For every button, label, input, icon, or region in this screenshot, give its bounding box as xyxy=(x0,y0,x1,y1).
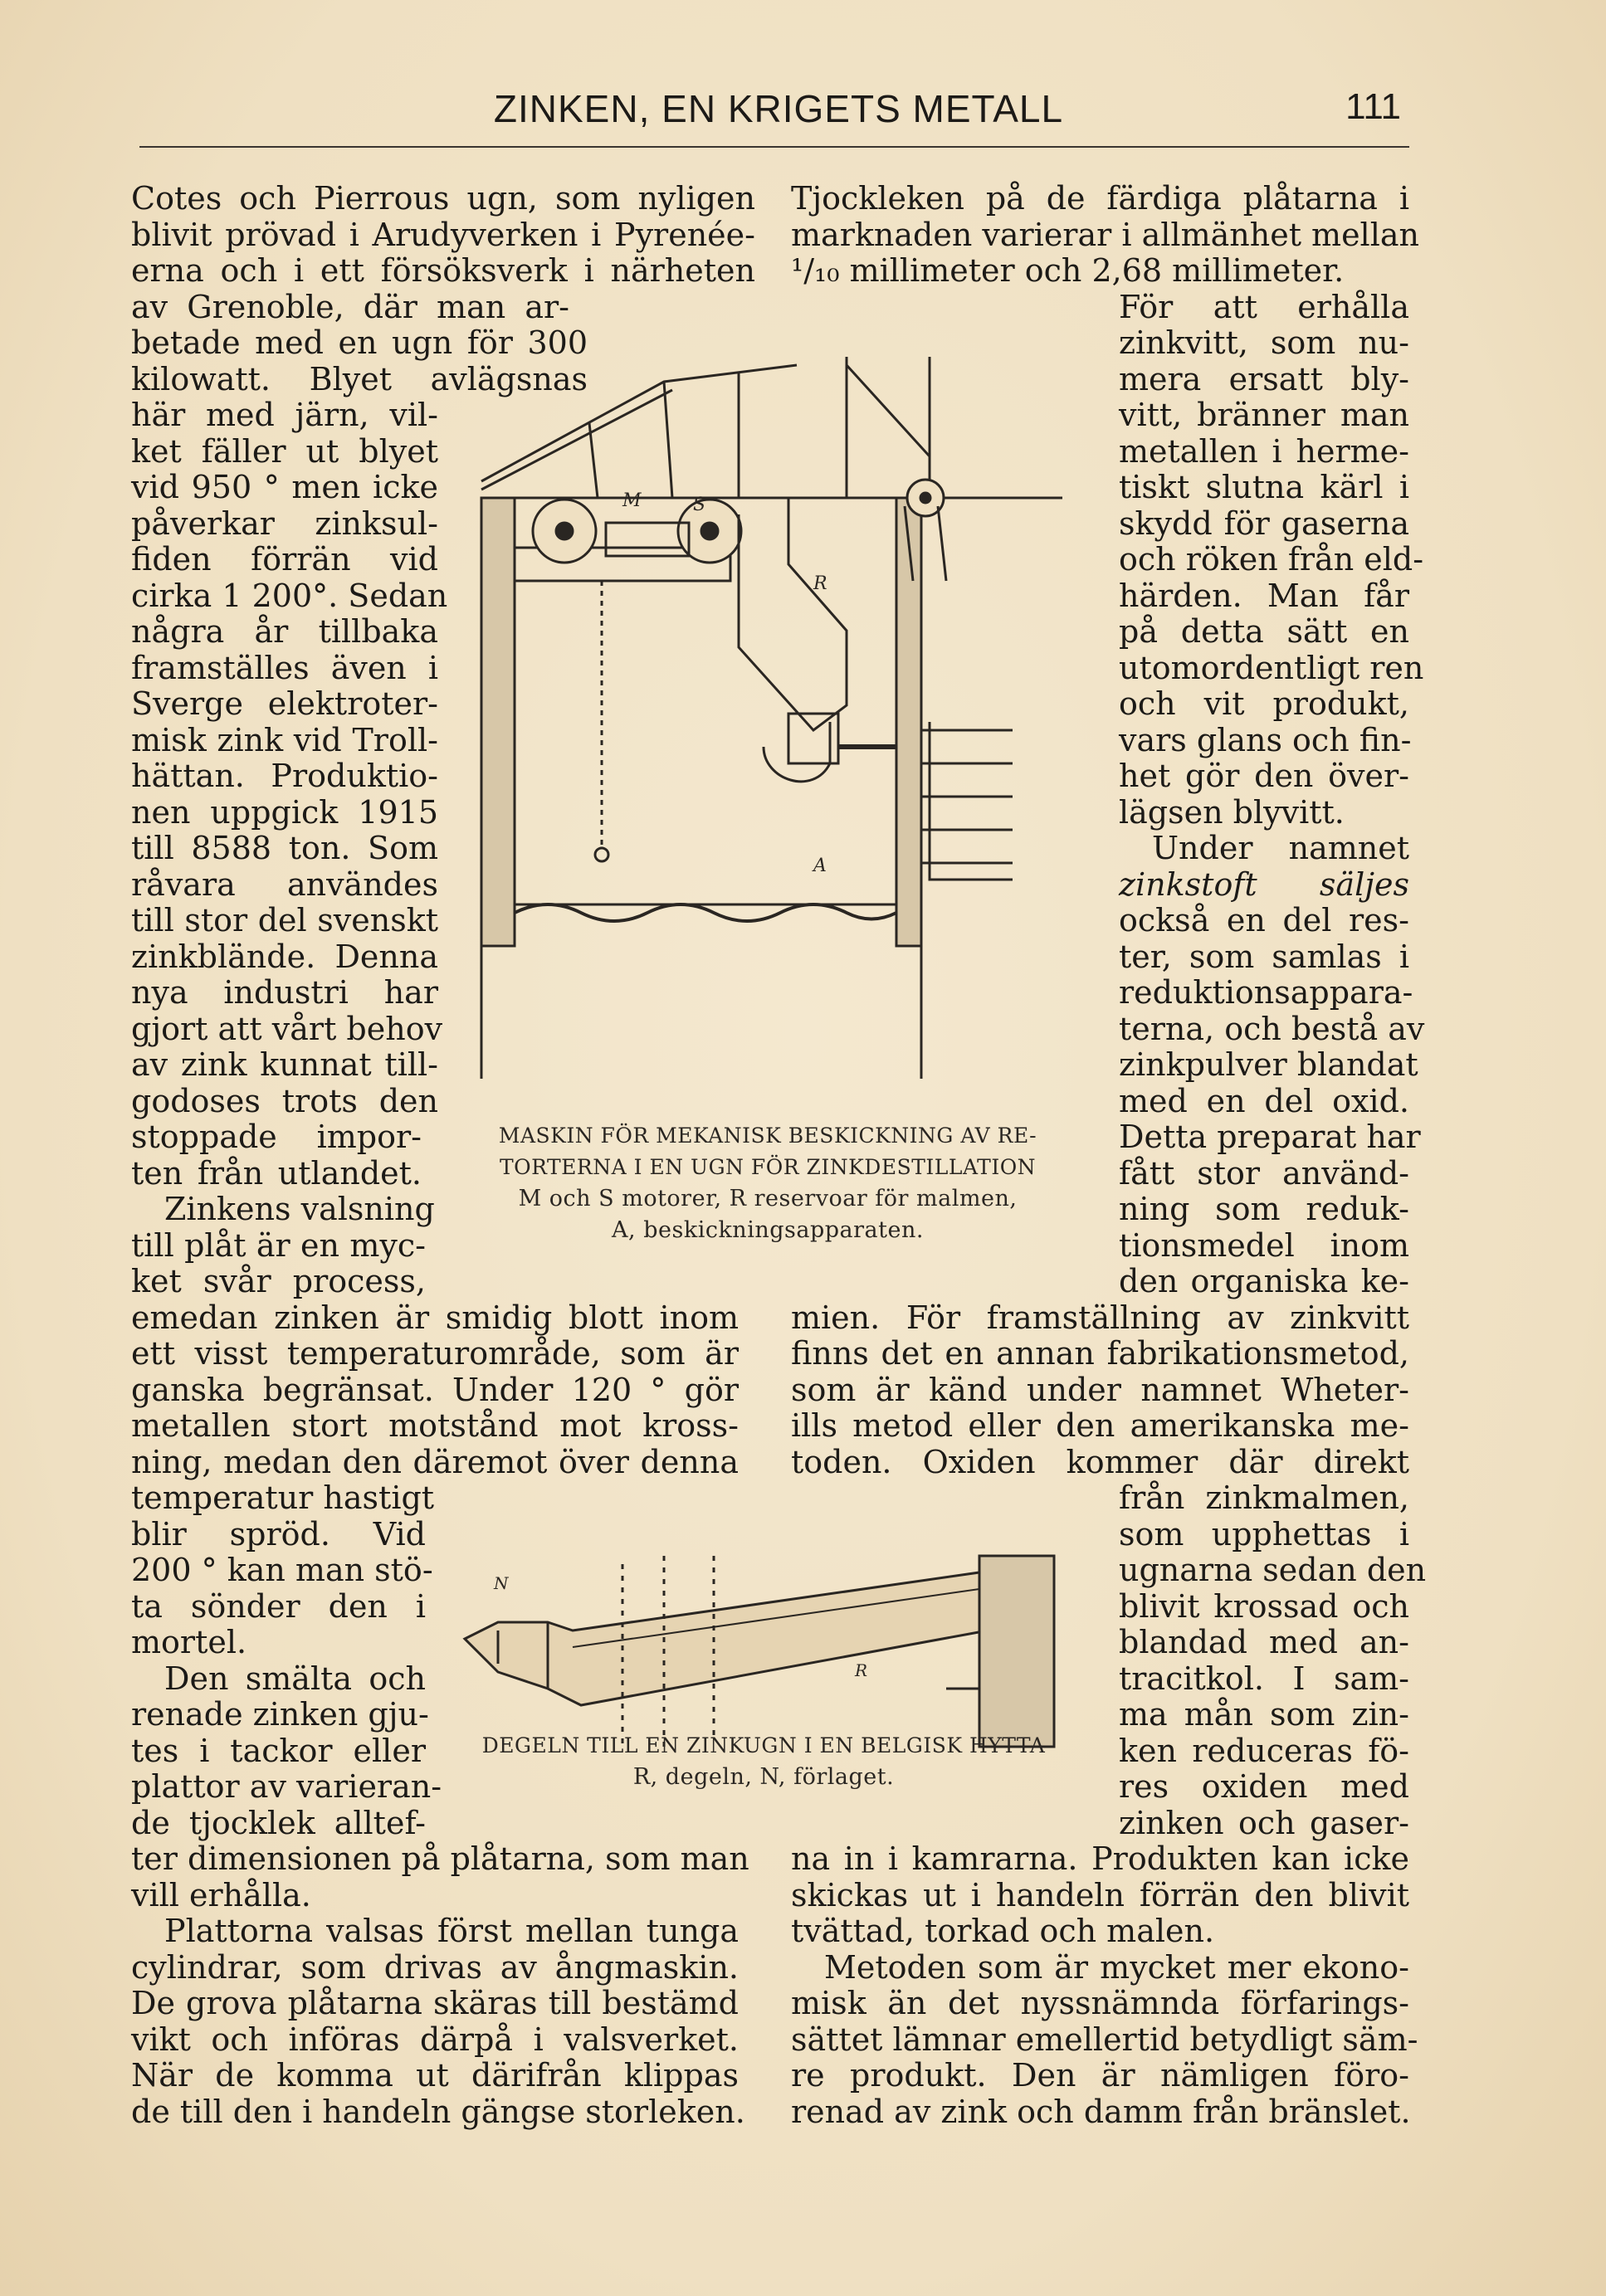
text-line: renad av zink och damm från bränslet. xyxy=(791,2093,1411,2130)
text-line: ten från utlandet. xyxy=(131,1154,422,1192)
text-line: utomordentligt ren xyxy=(1119,649,1424,686)
text-line: emedan zinken är smidig blott inom xyxy=(131,1299,739,1336)
text-line: misk än det nyssnämnda förfarings- xyxy=(791,1985,1409,2021)
text-line: och röken från eld- xyxy=(1119,541,1424,578)
page-number: 111 xyxy=(1345,86,1401,127)
text-line: skydd för gaserna xyxy=(1119,505,1409,542)
text-line: ning, medan den däremot över denna xyxy=(131,1443,739,1480)
text-line: Den smälta och xyxy=(164,1660,426,1697)
text-line: ett visst temperaturområde, som är xyxy=(131,1335,739,1372)
text-line: här med järn, vil- xyxy=(131,397,438,433)
text-line: zinkstoft säljes xyxy=(1119,865,1409,903)
text-line: på detta sätt en xyxy=(1119,613,1409,650)
text-line: vitt, bränner man xyxy=(1119,397,1409,433)
text-line: 200 ° kan man stö- xyxy=(131,1552,433,1588)
text-line: Sverge elektroter- xyxy=(131,685,438,722)
text-line: stoppade impor- xyxy=(131,1119,422,1155)
text-line: blivit prövad i Arudyverken i Pyrenée- xyxy=(131,216,755,253)
text-line: de till den i handeln gängse storleken. xyxy=(131,2093,745,2130)
text-line: tracitkol. I sam- xyxy=(1119,1660,1409,1697)
text-line: gjort att vårt behov xyxy=(131,1010,443,1047)
text-line: de tjocklek alltef- xyxy=(131,1804,426,1841)
caption-line: DEGELN TILL EN ZINKUGN I EN BELGISK HYTTA xyxy=(481,1733,1046,1757)
text-line: av Grenoble, där man ar- xyxy=(131,288,569,325)
label-r: R xyxy=(813,573,827,594)
text-line: Metoden som är mycket mer ekono- xyxy=(824,1948,1409,1986)
text-line: tiskt slutna kärl i xyxy=(1119,469,1409,505)
text-line: re produkt. Den är nämligen föro- xyxy=(791,2057,1409,2094)
text-line: vikt och införas därpå i valsverket. xyxy=(131,2021,739,2058)
caption-line: MASKIN FÖR MEKANISK BESKICKNING AV RE- xyxy=(498,1124,1037,1148)
text-line: nya industri har xyxy=(131,974,438,1011)
text-line: ket fäller ut blyet xyxy=(131,432,438,470)
text-line: blivit krossad och xyxy=(1119,1587,1409,1625)
label-r2: R xyxy=(855,1660,868,1680)
text-line: Tjockleken på de färdiga plåtarna i xyxy=(791,180,1409,217)
text-line: Plattorna valsas först mellan tunga xyxy=(164,1913,739,1949)
label-m: M xyxy=(622,490,642,511)
text-line: het gör den över- xyxy=(1119,758,1409,794)
text-line: som upphettas i xyxy=(1119,1515,1409,1553)
text-line: ter, som samlas i xyxy=(1119,938,1409,975)
text-line: marknaden varierar i allmänhet mellan xyxy=(791,216,1419,253)
label-n: N xyxy=(494,1573,509,1593)
text-line: Under namnet xyxy=(1152,830,1409,866)
text-line: zinkblände. Denna xyxy=(131,938,438,975)
figure-2-caption xyxy=(456,1730,1071,1793)
text-line: misk zink vid Troll- xyxy=(131,721,438,758)
figure-1-caption xyxy=(461,1120,1075,1246)
text-line: Zinkens valsning xyxy=(164,1191,435,1227)
text-line: råvara användes xyxy=(131,865,438,903)
text-line: zinkpulver blandat xyxy=(1119,1046,1418,1083)
text-line: erna och i ett försöksverk i närheten xyxy=(131,252,755,289)
text-line: skickas ut i handeln förrän den blivit xyxy=(791,1876,1409,1913)
text-line: av zink kunnat till- xyxy=(131,1046,438,1083)
text-line: ning som reduk- xyxy=(1119,1191,1409,1227)
text-line: blandad med an- xyxy=(1119,1624,1409,1660)
text-line: till stor del svenskt xyxy=(131,902,438,938)
text-line: ta sönder den i xyxy=(131,1587,426,1625)
text-line: ma mån som zin- xyxy=(1119,1696,1409,1733)
text-line: härden. Man får xyxy=(1119,577,1409,614)
text-line: metallen i herme- xyxy=(1119,432,1409,470)
text-line: hättan. Produktio- xyxy=(131,758,438,794)
text-line: ¹/₁₀ millimeter och 2,68 millimeter. xyxy=(791,252,1345,289)
text-line: som är känd under namnet Wheter- xyxy=(791,1371,1409,1408)
text-line: med en del oxid. xyxy=(1119,1082,1409,1119)
text-line: också en del res- xyxy=(1119,902,1409,938)
label-a: A xyxy=(813,856,827,876)
text-line: från zinkmalmen, xyxy=(1119,1479,1409,1516)
text-line: fiden förrän vid xyxy=(131,541,438,578)
text-line: blir spröd. Vid xyxy=(131,1515,426,1553)
text-line: finns det en annan fabrikationsmetod, xyxy=(791,1335,1409,1372)
text-line: till plåt är en myc- xyxy=(131,1226,426,1264)
text-line: zinken och gaser- xyxy=(1119,1804,1409,1841)
text-line: fått stor använd- xyxy=(1119,1154,1409,1192)
text-line: mera ersatt bly- xyxy=(1119,360,1409,397)
text-line: godoses trots den xyxy=(131,1082,438,1119)
text-line: ter dimensionen på plåtarna, som man xyxy=(131,1840,749,1877)
text-line: När de komma ut därifrån klippas xyxy=(131,2057,739,2094)
label-s: S xyxy=(693,495,706,515)
running-title: ZINKEN, EN KRIGETS METALL xyxy=(493,87,1064,130)
text-line: påverkar zinksul- xyxy=(131,505,438,542)
text-line: Detta preparat har xyxy=(1119,1119,1421,1155)
text-line: sättet lämnar emellertid betydligt säm- xyxy=(791,2021,1418,2058)
figure-charging-machine xyxy=(465,332,1062,1112)
running-header xyxy=(139,86,1409,148)
text-line: cylindrar, som drivas av ångmaskin. xyxy=(131,1948,739,1986)
text-line: na in i kamrarna. Produkten kan icke xyxy=(791,1840,1409,1877)
text-line: renade zinken gju- xyxy=(131,1696,429,1733)
text-line: nen uppgick 1915 xyxy=(131,793,438,831)
text-line: framställes även i xyxy=(131,649,438,686)
text-line: mien. För framställning av zinkvitt xyxy=(791,1299,1409,1336)
text-line: ket svår process, xyxy=(131,1263,426,1299)
crucible-body xyxy=(465,1572,988,1705)
text-line: plattor av varieran- xyxy=(131,1768,442,1805)
text-line: några år tillbaka xyxy=(131,613,438,650)
text-line: ken reduceras fö- xyxy=(1119,1732,1409,1769)
caption-legend: R, degeln, N, förlaget. xyxy=(632,1764,895,1790)
text-line: metallen stort motstånd mot kross- xyxy=(131,1407,739,1444)
text-line: För att erhålla xyxy=(1119,288,1409,325)
text-line: vid 950 ° men icke xyxy=(131,469,438,505)
text-line: ills metod eller den amerikanska me- xyxy=(791,1407,1409,1444)
text-line: betade med en ugn för 300 xyxy=(131,324,588,361)
text-line: ganska begränsat. Under 120 ° gör xyxy=(131,1371,739,1408)
text-line: kilowatt. Blyet avlägsnas xyxy=(131,360,588,397)
text-line: lägsen blyvitt. xyxy=(1119,793,1345,831)
text-line: vars glans och fin- xyxy=(1119,721,1412,758)
text-line: temperatur hastigt xyxy=(131,1479,435,1516)
text-line: De grova plåtarna skäras till bestämd xyxy=(131,1985,739,2021)
caption-legend: M och S motorer, R reservoar för malmen, xyxy=(518,1186,1018,1211)
text-line: till 8588 ton. Som xyxy=(131,830,438,866)
text-line: zinkvitt, som nu- xyxy=(1119,324,1409,361)
text-line: res oxiden med xyxy=(1119,1768,1409,1805)
text-line: cirka 1 200°. Sedan xyxy=(131,577,448,614)
caption-line: TORTERNA I EN UGN FÖR ZINKDESTILLATION xyxy=(499,1155,1037,1179)
text-line: toden. Oxiden kommer där direkt xyxy=(791,1443,1409,1480)
text-line: och vit produkt, xyxy=(1119,685,1409,722)
text-line: tionsmedel inom xyxy=(1119,1226,1409,1264)
text-line: den organiska ke- xyxy=(1119,1263,1409,1299)
text-line: terna, och bestå av xyxy=(1119,1010,1425,1047)
text-line: Cotes och Pierrous ugn, som nyligen xyxy=(131,180,755,217)
text-line: tes i tackor eller xyxy=(131,1732,426,1769)
text-line: ugnarna sedan den xyxy=(1119,1552,1427,1588)
text-line: vill erhålla. xyxy=(131,1876,311,1913)
text-line: mortel. xyxy=(131,1624,247,1660)
text-line: tvättad, torkad och malen. xyxy=(791,1913,1215,1949)
caption-legend: A, beskickningsapparaten. xyxy=(612,1217,924,1243)
text-line: reduktionsappara- xyxy=(1119,974,1413,1011)
